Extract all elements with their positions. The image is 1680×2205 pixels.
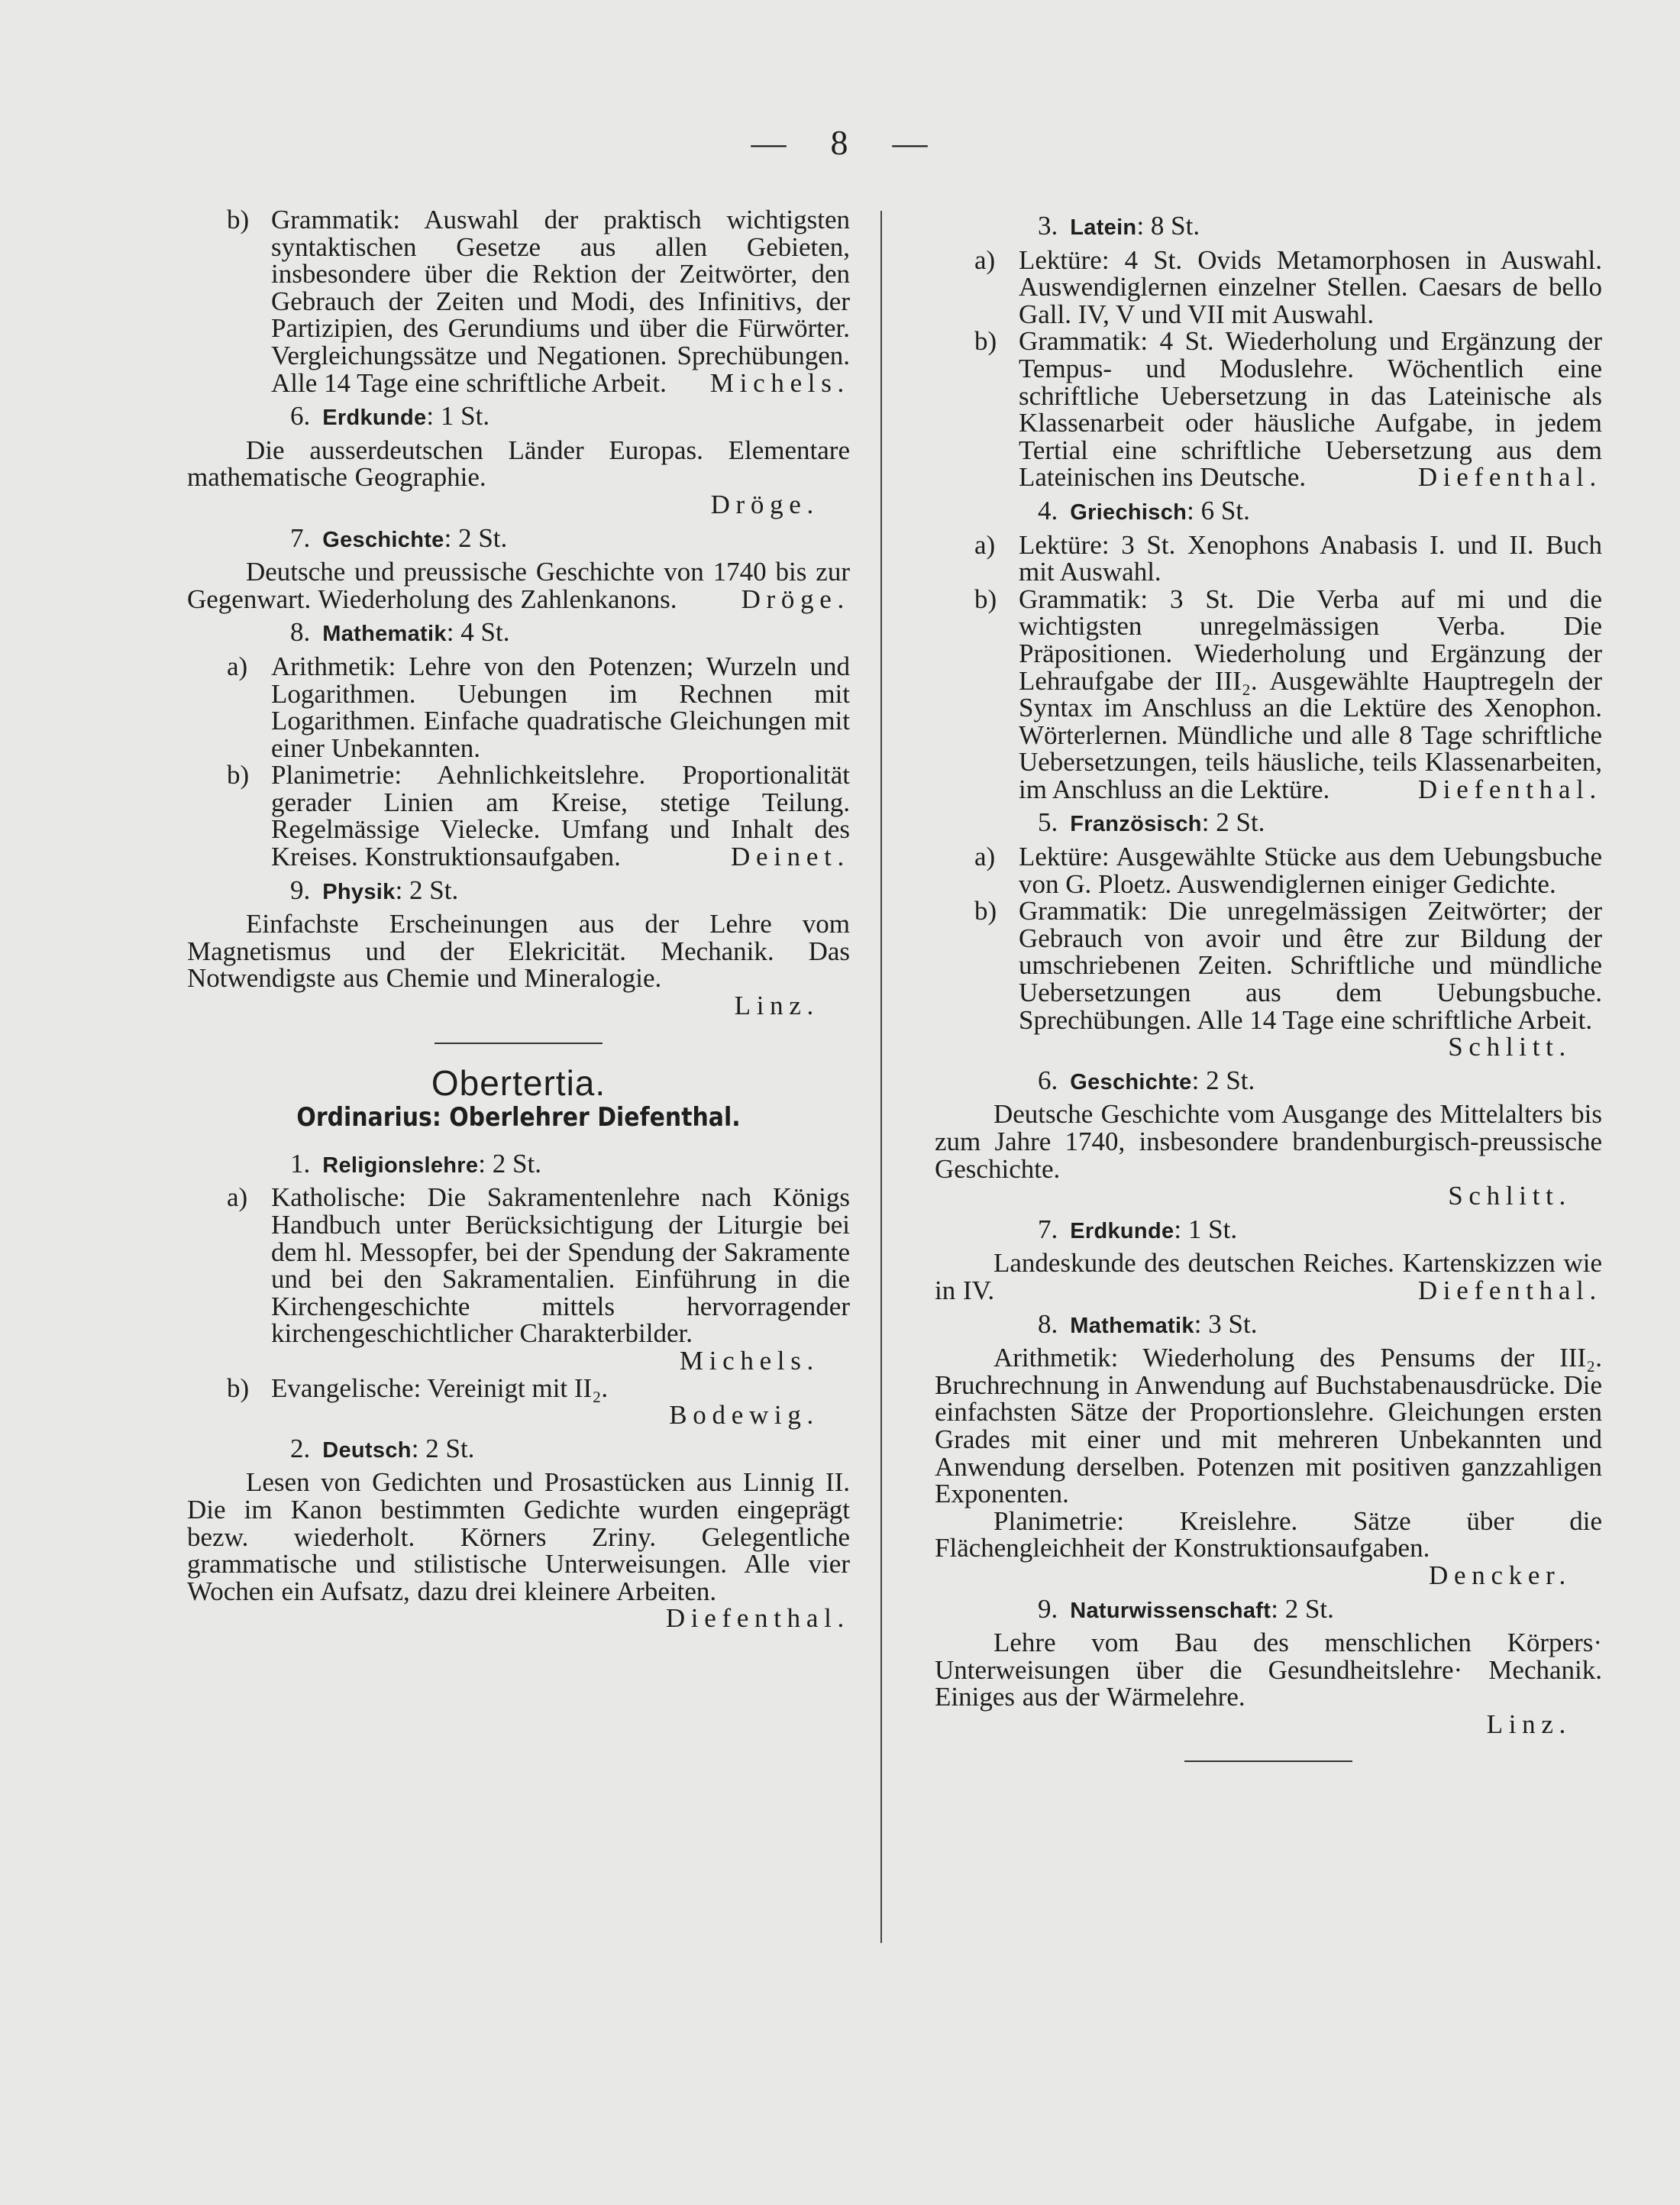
left-column <box>187 206 850 1632</box>
section-hours: : 2 St. <box>478 1148 541 1178</box>
paragraph <box>935 1505 1602 1563</box>
list-item <box>935 529 1602 587</box>
item-label: a) <box>974 244 996 275</box>
teacher-signature: Dencker. <box>1429 1560 1572 1590</box>
section-hours: : 2 St. <box>1271 1593 1334 1624</box>
section-heading <box>187 1150 850 1180</box>
paragraph <box>935 1344 1602 1508</box>
item-text: Arithmetik: Wiederholung des Pensums der III₂. Bruchrechnung in Anwendung auf Buchstabenausdrücke. Die einfachsten Sätze der Proportionslehre. Gleichungen ersten Grades mit einer und mit mehreren Unbekannten und Anwendung derselben. Potenzen mit positiven ganzzahligen Exponenten. <box>935 1343 1602 1509</box>
teacher-signature: Linz. <box>1486 1709 1572 1739</box>
class-ordinarius: Ordinarius: Oberlehrer Diefenthal. <box>296 1102 741 1133</box>
item-label: b) <box>974 584 997 614</box>
item-text: Planimetrie: Kreislehre. Sätze über die Flächengleichheit der Konstruktionsaufgaben. <box>935 1505 1602 1563</box>
section-hours: : 2 St. <box>444 522 508 553</box>
horizontal-rule <box>435 1043 603 1044</box>
section-title: Religionslehre <box>322 1153 479 1178</box>
teacher-signature: Diefenthal. <box>1417 774 1602 804</box>
item-text: Lektüre: Ausgewählte Stücke aus dem Uebungsbuche von G. Ploetz. Auswendiglernen einiger Gedichte. <box>1019 842 1602 899</box>
teacher-signature: Diefenthal. <box>665 1603 850 1634</box>
list-item <box>935 328 1602 491</box>
section-title: Erdkunde <box>1070 1218 1174 1243</box>
teacher-signature: Schlitt. <box>1448 1032 1572 1062</box>
paragraph <box>187 437 850 491</box>
teacher-signature: Schlitt. <box>1448 1181 1572 1211</box>
item-label: a) <box>227 1182 248 1213</box>
paragraph <box>187 1467 850 1634</box>
item-text: Katholische: Die Sakramentenlehre nach Königs Handbuch unter Berücksichtigung der Liturgie bei dem hl. Messopfer, bei der Spendung der Sakramente und bei den Sakramentalien. Einführung in die Kirchengeschichte mittels hervorragender kirchengeschichtlicher Charakterbilder. <box>271 1182 850 1349</box>
item-text: Landeskunde des deutschen Reiches. Kartenskizzen wie in IV. <box>935 1248 1602 1305</box>
page-dash-right: — <box>892 123 929 162</box>
section-title: Geschichte <box>1070 1069 1192 1094</box>
section-number: 7. <box>290 522 311 553</box>
right-column <box>935 206 1602 1788</box>
item-text: Deutsche und preussische Geschichte von 1740 bis zur Gegenwart. Wiederholung des Zahlenkanons. <box>187 557 850 614</box>
section-heading <box>187 619 850 648</box>
section-heading <box>935 1216 1602 1246</box>
item-text: Die ausserdeutschen Länder Europas. Elementare mathematische Geographie. <box>187 435 850 493</box>
section-number: 8. <box>1038 1308 1058 1339</box>
horizontal-rule <box>1184 1760 1352 1762</box>
item-text: Arithmetik: Lehre von den Potenzen; Wurzeln und Logarithmen. Uebungen im Rechnen mit Logarithmen. Einfache quadratische Gleichungen mit einer Unbekannten. <box>271 651 850 763</box>
item-text: Deutsche Geschichte vom Ausgange des Mittelalters bis zum Jahre 1740, insbesondere brandenburgisch-preussische Geschichte. <box>935 1099 1602 1184</box>
paragraph <box>935 1250 1602 1304</box>
page-number-value: 8 <box>830 123 850 162</box>
section-hours: : 2 St. <box>1201 807 1265 838</box>
item-text: Lesen von Gedichten und Prosastücken aus Linnig II. Die im Kanon bestimmten Gedichte wurden eingeprägt bezw. wiederholt. Körners Zriny. Gelegentliche grammatische und stilistische Unterweisungen. Alle vier Wochen ein Aufsatz, dazu drei kleinere Arbeiten. <box>187 1467 850 1606</box>
section-title: Deutsch <box>322 1437 412 1463</box>
list-item <box>935 897 1602 1033</box>
paragraph <box>187 910 850 992</box>
section-number: 6. <box>290 401 311 432</box>
item-label: a) <box>227 651 248 681</box>
section-number: 9. <box>1038 1593 1058 1624</box>
section-hours: : 2 St. <box>1191 1065 1255 1095</box>
section-hours: : 6 St. <box>1187 495 1250 525</box>
section-heading <box>187 1435 850 1465</box>
item-label: b) <box>227 205 250 234</box>
page-dash-left: — <box>751 123 788 162</box>
section-hours: : 2 St. <box>395 875 459 905</box>
section-title: Mathematik <box>322 622 447 647</box>
page-number <box>0 122 1680 163</box>
section-heading <box>935 1308 1602 1340</box>
item-text: Grammatik: 3 St. Die Verba auf mi und die wichtigsten unregelmässigen Verba. Die Präpositionen. Wiederholung und Ergänzung der Lehraufgabe der III₂. Ausgewählte Hauptregeln der Syntax im Anschluss an die Lektüre des Xenophon. Wörterlernen. Mündliche und alle 8 Tage schriftliche Uebersetzungen, teils häusliche, teils Klassenarbeiten, im Anschluss an die Lektüre. <box>1019 584 1602 804</box>
item-text: Grammatik: 4 St. Wiederholung und Ergänzung der Tempus- und Moduslehre. Wöchentlich eine schriftliche Uebersetzung in das Lateinische als Klassenarbeit oder häusliche Aufgabe, in jedem Tertial eine schriftliche Uebersetzung aus dem Lateinischen ins Deutsche. <box>1019 326 1602 493</box>
section-title: Latein <box>1070 215 1137 240</box>
list-item <box>935 244 1602 329</box>
teacher-signature: Michels. <box>679 1345 819 1376</box>
paragraph <box>935 1629 1602 1711</box>
item-text: Lektüre: 3 St. Xenophons Anabasis I. und II. Buch mit Auswahl. <box>1019 529 1602 587</box>
section-title: Griechisch <box>1070 500 1187 525</box>
item-label: b) <box>227 1372 250 1403</box>
list-item <box>187 206 850 396</box>
section-number: 8. <box>290 617 311 648</box>
teacher-signature: Linz. <box>734 991 819 1021</box>
item-label: b) <box>974 896 997 926</box>
section-number: 5. <box>1038 807 1058 838</box>
paragraph <box>187 558 850 613</box>
list-item <box>935 843 1602 897</box>
section-title: Mathematik <box>1070 1313 1194 1338</box>
teacher-signature: Diefenthal. <box>1417 462 1602 493</box>
section-hours: : 3 St. <box>1194 1308 1258 1339</box>
section-number: 2. <box>290 1433 311 1463</box>
section-number: 3. <box>1038 211 1058 241</box>
item-text: Einfachste Erscheinungen aus der Lehre vom Magnetismus und der Elekricität. Mechanik. Das Notwendigste aus Chemie und Mineralogie. <box>187 909 850 994</box>
section-number: 1. <box>290 1148 311 1178</box>
section-title: Erdkunde <box>322 406 427 431</box>
item-label: b) <box>974 326 997 357</box>
teacher-signature: Diefenthal. <box>1417 1275 1602 1305</box>
section-number: 9. <box>290 875 311 905</box>
item-text: Grammatik: Auswahl der praktisch wichtigsten syntaktischen Gesetze aus allen Gebieten, insbesondere über die Rektion der Zeitwörter, den Gebrauch der Zeiten und Modi, des Infinitivs, der Partizipien, des Gerundiums und über die Fürwörter. Vergleichungssätze und Negationen. Sprechübungen. Alle 14 Tage eine schriftliche Arbeit. <box>271 205 850 398</box>
section-number: 4. <box>1038 495 1058 525</box>
item-text: Evangelische: Vereinigt mit II₂. <box>271 1372 609 1403</box>
item-label: b) <box>227 760 250 791</box>
section-number: 6. <box>1038 1065 1058 1095</box>
section-hours: : 2 St. <box>411 1433 475 1463</box>
teacher-signature: Dröge. <box>710 489 819 519</box>
section-number: 7. <box>1038 1214 1058 1244</box>
section-hours: : 8 St. <box>1136 211 1200 241</box>
section-heading <box>935 1067 1602 1097</box>
class-title: Obertertia. <box>431 1062 606 1103</box>
section-heading <box>935 497 1602 527</box>
teacher-signature: Bodewig. <box>669 1400 819 1431</box>
section-heading <box>187 877 850 907</box>
list-item <box>187 1372 850 1403</box>
section-heading <box>935 212 1602 242</box>
item-label: a) <box>974 529 996 560</box>
item-text: Grammatik: Die unregelmässigen Zeitwörter; der Gebrauch von avoir und être zur Bildung der umschriebenen Zeiten. Schriftliche und mündliche Uebersetzungen aus dem Uebungsbuche. Sprechübungen. Alle 14 Tage eine schriftliche Arbeit. <box>1019 896 1602 1035</box>
section-title: Französisch <box>1070 812 1202 837</box>
section-title: Naturwissenschaft <box>1070 1598 1271 1623</box>
paragraph <box>935 1101 1602 1182</box>
item-text: Planimetrie: Aehnlichkeitslehre. Proportionalität gerader Linien am Kreise, stetige Teilung. Regelmässige Vielecke. Umfang und Inhalt des Kreises. Konstruktionsaufgaben. <box>271 760 850 872</box>
section-heading <box>187 522 850 554</box>
section-title: Physik <box>322 879 396 904</box>
teacher-signature: Michels. <box>709 367 850 398</box>
list-item <box>187 653 850 761</box>
section-title: Geschichte <box>322 527 444 552</box>
section-heading <box>187 403 850 432</box>
teacher-signature: Dröge. <box>741 584 850 614</box>
list-item <box>187 1184 850 1347</box>
section-heading <box>935 809 1602 839</box>
item-text: Lehre vom Bau des menschlichen Körpers· Unterweisungen über die Gesundheitslehre· Mechanik. Einiges aus der Wärmelehre. <box>935 1628 1602 1712</box>
section-hours: : 4 St. <box>446 617 510 648</box>
section-hours: : 1 St. <box>1174 1214 1238 1244</box>
list-item <box>935 586 1602 803</box>
item-label: a) <box>974 842 996 872</box>
list-item <box>187 761 850 870</box>
column-divider <box>880 211 882 1943</box>
section-heading <box>935 1593 1602 1625</box>
section-hours: : 1 St. <box>426 401 490 432</box>
item-text: Lektüre: 4 St. Ovids Metamorphosen in Auswahl. Auswendiglernen einzelner Stellen. Caesars de bello Gall. IV, V und VII mit Auswahl. <box>1019 244 1602 329</box>
teacher-signature: Deinet. <box>731 842 850 872</box>
